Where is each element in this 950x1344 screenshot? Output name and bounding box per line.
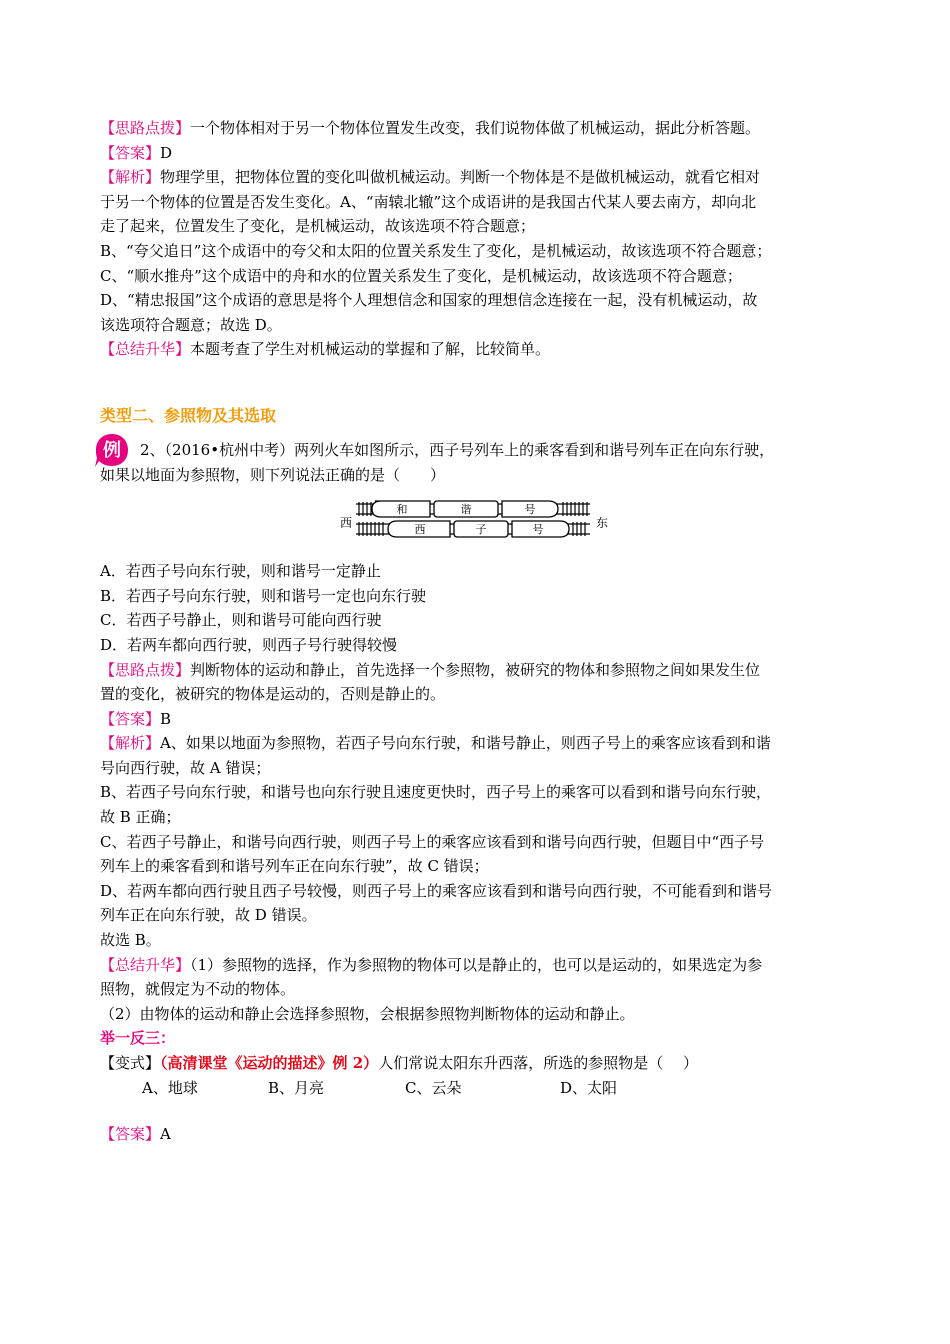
q2-hint: 【思路点拨】判断物体的运动和静止，首先选择一个参照物，被研究的物体和参照物之间如果发生位 xyxy=(100,660,761,679)
choice-c: C、云朵 xyxy=(405,1078,462,1097)
svg-text:例: 例 xyxy=(103,439,121,461)
top-train-car-3: 号 xyxy=(524,503,536,517)
section-title: 类型二、参照物及其选取 xyxy=(100,405,277,425)
option-d: D．若两车都向西行驶，则西子号行驶得较慢 xyxy=(100,635,398,654)
choice-d: D、太阳 xyxy=(560,1078,618,1097)
answer-tag: 【答案】 xyxy=(100,709,161,728)
choice-a: A、地球 xyxy=(142,1078,198,1097)
variant-tag: 【变式】 xyxy=(100,1054,161,1072)
q2-stem-line1: 2、（2016•杭州中考）两列火车如图所示，西子号列车上的乘客看到和谐号列车正在向东行驶， xyxy=(140,440,775,459)
summary-tag: 【总结升华】 xyxy=(100,340,191,359)
top-train-car-2: 谐 xyxy=(460,503,472,517)
hint-tag: 【思路点拨】 xyxy=(100,660,191,679)
q1-summary: 【总结升华】本题考查了学生对机械运动的掌握和了解，比较简单。 xyxy=(100,340,551,359)
bottom-train-car-3: 号 xyxy=(532,523,544,537)
trains-diagram xyxy=(100,493,852,545)
option-c: C．若西子号静止，则和谐号可能向西行驶 xyxy=(100,611,382,630)
bottom-train-car-2: 子 xyxy=(475,523,487,537)
hint-tag: 【思路点拨】 xyxy=(100,119,191,137)
west-label: 西 xyxy=(340,516,353,531)
practice-title: 举一反三： xyxy=(100,1029,176,1048)
example-2: 例 2、（2016•杭州中考）两列火车如图所示，西子号列车上的乘客看到和谐号列车正在向东行驶， 如果以地面为参照物，则下列说法正确的是（ ） 西 东 和 谐 号 西 子 号 A．若西子号向东行驶，则和谐号一定静止 B．若西子号向东行驶，则和谐号一定也向东行驶 C．若西子号静止，则和谐号可能向西行驶 D．若两车都向西行驶，则西子号行驶得较慢 【思路点拨】判断物体的运动和静止，首先选择一个参照物，被研究的物体和参照物之间如果发生位 置的变化，被研究的物体是运动的，否则是静止的。 【答案】B 【解析】A、如果以地面为参照物，若西子号向东行驶，和谐号静止，则西子号上的乘客应该看到和谐 号向西行驶，故 A 错误； B、若西子号向东行驶，和谐号也向东行驶且速度更快时，西子号上的乘客可以看到和谐号向东行驶， 故 B 正确； C、若西子号静止，和谐号向西行驶，则西子号上的乘客应该看到和谐号向西行驶，但题目中“西子号 列车上的乘客看到和谐号列车正在向东行驶”，故 C 错误； D、若两车都向西行驶且西子号较慢，则西子号上的乘客应该看到和谐号向西行驶，不可能看到和谐号 列车正在向东行驶，故 D 错误。 故选 B。 【总结升华】（1）参照物的选择，作为参照物的物体可以是静止的，也可以是运动的，如果选定为参 照物，就假定为不动的物体。 （2）由物体的运动和静止会选择参照物，会根据参照物判断物体的运动和静止。 xyxy=(100,438,852,1026)
analysis-tag: 【解析】 xyxy=(100,168,161,187)
bottom-train-car-1: 西 xyxy=(414,523,426,537)
choice-b: B、月亮 xyxy=(268,1078,325,1097)
top-train-car-1: 和 xyxy=(396,503,408,517)
q2-options xyxy=(100,559,852,657)
option-b: B．若西子号向东行驶，则和谐号一定也向东行驶 xyxy=(100,586,427,605)
q1-answer: 【答案】D xyxy=(100,143,173,162)
q1-analysis: 【解析】物理学里，把物体位置的变化叫做机械运动。判断一个物体是不是做机械运动，就看它相对 于另一个物体的位置是否发生变化。A、“南辕北辙”这个成语讲的是我国古代某人要去南方，却向北 走了起来，位置发生了变化，是机械运动，故该选项不符合题意； B、“夸父追日”这个成语中的夸父和太阳的位置关系发生了变化，是机械运动，故该选项不符合题意； C、“顺水推舟”这个成语中的舟和水的位置关系发生了变化，是机械运动，故该选项不符合题意； D、“精忠报国”这个成语的意思是将个人理想信念和国家的理想信念连接在一起，没有机械运动，故 该选项符合题意；故选 D。 xyxy=(100,168,772,334)
q2-answer: 【答案】B xyxy=(100,709,172,728)
q2-analysis: 【解析】A、如果以地面为参照物，若西子号向东行驶，和谐号静止，则西子号上的乘客应该看到和谐 号向西行驶，故 A 错误； B、若西子号向东行驶，和谐号也向东行驶且速度更快时，西子号上的乘客可以看到和谐号向东行驶， 故 B 正确； C、若西子号静止，和谐号向西行驶，则西子号上的乘客应该看到和谐号向西行驶，但题目中“西子号 列车上的乘客看到和谐号列车正在向东行驶”，故 C 错误； D、若两车都向西行驶且西子号较慢，则西子号上的乘客应该看到和谐号向西行驶，不可能看到和谐号 列车正在向东行驶，故 D 错误。 故选 B。 xyxy=(100,734,773,950)
example-badge-icon xyxy=(94,432,130,468)
q1-hint: 【思路点拨】一个物体相对于另一个物体位置发生改变，我们说物体做了机械运动，据此分析答题。 xyxy=(100,119,761,137)
variant-answer: 【答案】A xyxy=(100,1125,171,1144)
variant-choices xyxy=(100,1076,852,1101)
answer-tag: 【答案】 xyxy=(100,143,161,162)
answer-tag: 【答案】 xyxy=(100,1125,161,1144)
q2-summary: 【总结升华】（1）参照物的选择，作为参照物的物体可以是静止的，也可以是运动的，如果选定为参 xyxy=(100,955,763,974)
summary-tag: 【总结升华】 xyxy=(100,955,191,974)
option-a: A．若西子号向东行驶，则和谐号一定静止 xyxy=(100,562,381,581)
variant-question: 【变式】（高清课堂《运动的描述》例 2）人们常说太阳东升西落，所选的参照物是（ ） xyxy=(100,1054,698,1072)
variant-source: （高清课堂《运动的描述》例 2） xyxy=(160,1054,379,1072)
east-label: 东 xyxy=(596,516,609,531)
q2-stem-line2: 如果以地面为参照物，则下列说法正确的是（ ） xyxy=(100,465,446,484)
trains-figure xyxy=(100,493,852,545)
analysis-tag: 【解析】 xyxy=(100,734,161,753)
document-page xyxy=(100,116,852,1147)
